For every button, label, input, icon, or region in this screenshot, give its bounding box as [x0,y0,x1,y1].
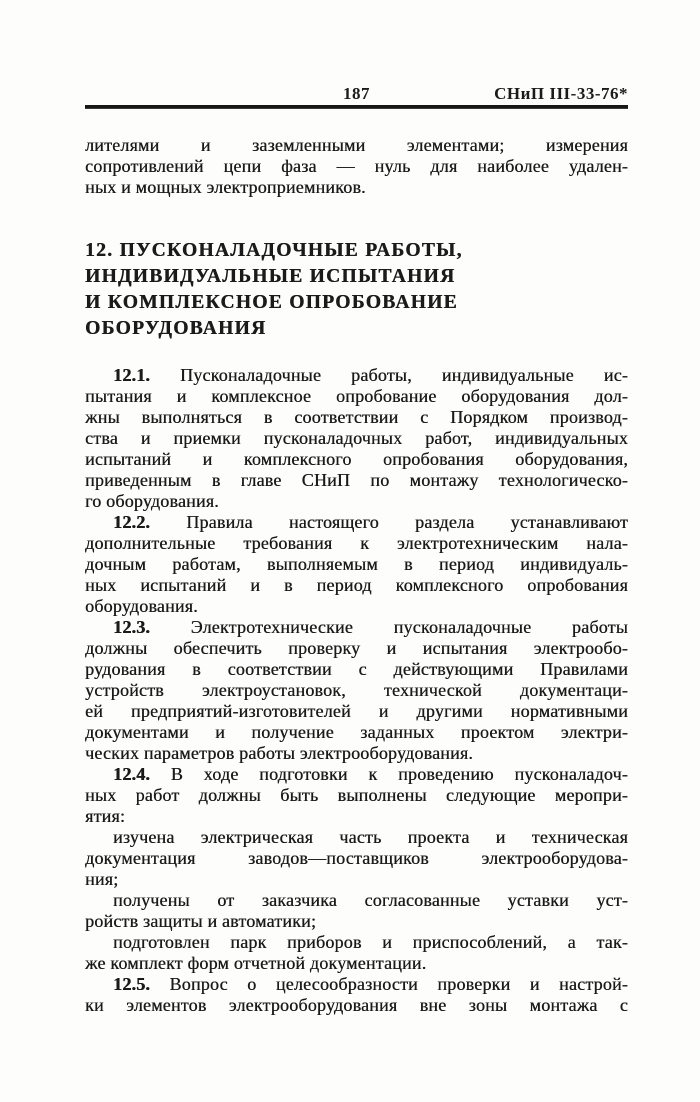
text-line: И КОМПЛЕКСНОЕ ОПРОБОВАНИЕ [85,292,458,313]
text-line: сопротивлений цепи фаза — нуль для наиболее удален- [85,156,628,176]
list-item-prepared-instruments [85,932,628,974]
paragraph-12-2 [85,512,628,617]
text-line: ных испытаний и в период комплексного опробования [85,575,628,595]
text-line: лителями и заземленными элементами; измерения [85,135,628,155]
text-line: пытания и комплексное опробование оборудования дол- [85,386,628,406]
text-line: ческих параметров работы электрооборудования. [85,743,474,763]
text-line: 12.3. Электротехнические пусконаладочные работы [113,617,628,637]
text-line: дочным работам, выполняемым в период индивидуаль- [85,554,628,574]
text-line: ОБОРУДОВАНИЯ [85,318,267,339]
text-line: 12.1. Пусконаладочные работы, индивидуальные ис- [113,365,628,385]
text-line: рудования в соответствии с действующими Правилами [85,659,628,679]
doc-code: СНиП III-33-76* [494,84,628,103]
text-line: ей предприятий-изготовителей и другими нормативными [85,701,628,721]
paragraph-12-5 [85,974,628,1016]
text-line: жны выполняться в соответствии с Порядком производ- [85,407,628,427]
text-line: испытаний и комплексного опробования оборудования, [85,449,628,469]
list-item-studied-documentation [85,827,628,890]
text-line: ройств защиты и автоматики; [85,911,317,931]
text-line: ства и приемки пусконаладочных работ, индивидуальных [85,428,628,448]
text-line: изучена электрическая часть проекта и техническая [113,827,628,847]
intro-paragraph [85,135,628,198]
page-header [85,84,628,103]
list-item-received-settings [85,890,628,932]
text-line: ки элементов электрооборудования вне зоны монтажа с [85,995,628,1015]
text-line: документация заводов—поставщиков электрооборудова- [85,848,628,868]
header-rule [85,105,628,109]
text-line: документами и получение заданных проектом электри- [85,722,628,742]
text-line: 12.4. В ходе подготовки к проведению пусконаладоч- [113,764,628,784]
text-line: оборудования. [85,596,198,616]
paragraph-12-3 [85,617,628,764]
paragraph-12-4 [85,764,628,827]
text-line: ния; [85,869,119,889]
text-line: го оборудования. [85,491,219,511]
text-line: ИНДИВИДУАЛЬНЫЕ ИСПЫТАНИЯ [85,266,456,287]
text-line: дополнительные требования к электротехническим нала- [85,533,628,553]
document-content [85,135,628,1016]
text-line: же комплект форм отчетной документации. [85,953,427,973]
text-line: ных и мощных электроприемников. [85,177,366,197]
text-line: 12. ПУСКОНАЛАДОЧНЫЕ РАБОТЫ, [85,240,463,261]
section-heading [85,238,628,342]
page-number: 187 [343,84,370,103]
text-line: ных работ должны быть выполнены следующие меропри- [85,785,628,805]
text-line: устройств электроустановок, технической документаци- [85,680,628,700]
text-line: получены от заказчика согласованные уставки уст- [113,890,628,910]
paragraph-12-1 [85,365,628,512]
page-inner [85,0,628,1016]
text-line: подготовлен парк приборов и приспособлений, а так- [113,932,628,952]
text-line: 12.2. Правила настоящего раздела устанавливают [113,512,628,532]
text-line: ятия: [85,806,126,826]
text-line: приведенным в главе СНиП по монтажу технологическо- [85,470,628,490]
text-line: должны обеспечить проверку и испытания электрообо- [85,638,628,658]
text-line: 12.5. Вопрос о целесообразности проверки и настрой- [113,974,628,994]
